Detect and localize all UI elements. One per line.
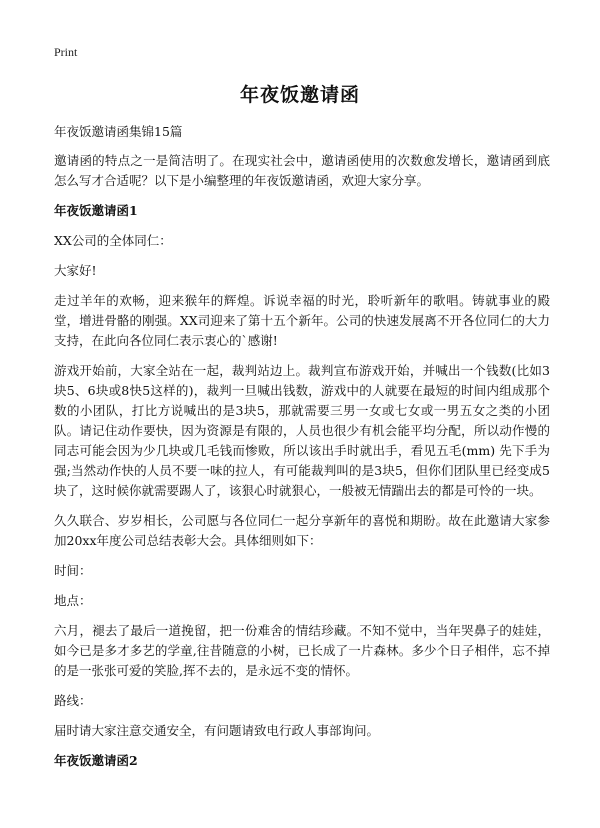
location-label: 地点：	[54, 593, 92, 608]
body-paragraph: 走过羊年的欢畅，迎来猴年的辉煌。诉说幸福的时光，聆听新年的歌唱。铸就事业的殿堂，增进骨骼的刚强。XX司迎来了第十五个新年。公司的快速发展离不开各位同仁的大力支持，在此向各位同仁表示衷心的`感谢!	[54, 293, 550, 348]
body-paragraph: 游戏开始前，大家全站在一起，裁判站边上。裁判宣布游戏开始，并喊出一个钱数(比如3块5、6块或8快5这样的)，裁判一旦喊出钱数，游戏中的人就要在最短的时间内组成那个数的小团队，打比方说喊出的是3块5，那就需要三男一女或七女或一男五女之类的小团队。请记住动作要快，因为资源是有限的，人员也很少有机会能平均分配，所以动作慢的同志可能会因为少几块或几毛钱而惨败，所以该出手时就出手，看见五毛(mm) 先下手为强;当然动作快的人员不要一味的拉人，有可能裁判叫的是3块5，但你们团队里已经变成5块了，这时候你就需要踢人了，该狠心时就狠心，一般被无情踹出去的都是可怜的一块。	[54, 363, 550, 498]
body-paragraph: 久久联合、岁岁相长，公司愿与各位同仁一起分享新年的喜悦和期盼。故在此邀请大家参加20xx年度公司总结表彰大会。具体细则如下：	[54, 513, 550, 548]
page-title: 年夜饭邀请函	[239, 84, 360, 106]
document-subtitle: 年夜饭邀请函集锦15篇	[54, 124, 183, 139]
salutation-paragraph: XX公司的全体同仁：	[54, 233, 172, 248]
print-link[interactable]: Print	[54, 45, 78, 59]
body-paragraph: 六月，褪去了最后一道挽留，把一份难舍的情结珍藏。不知不觉中，当年哭鼻子的娃娃，如今已是多才多艺的学童,往昔随意的小树，已长成了一片森林。多少个日子相伴，忘不掉的是一张张可爱的笑脸,挥不去的，是永远不变的情怀。	[54, 623, 550, 678]
route-label: 路线：	[54, 693, 92, 708]
intro-paragraph: 邀请函的特点之一是简洁明了。在现实社会中，邀请函使用的次数愈发增长，邀请函到底怎么写才合适呢？以下是小编整理的年夜饭邀请函，欢迎大家分享。	[54, 153, 550, 188]
closing-paragraph: 届时请大家注意交通安全，有问题请致电行政人事部询问。	[54, 723, 380, 738]
document-body	[54, 122, 550, 781]
greeting-paragraph: 大家好!	[54, 263, 97, 278]
time-label: 时间：	[54, 563, 92, 578]
section-heading-2: 年夜饭邀请函2	[54, 753, 138, 768]
section-heading-1: 年夜饭邀请函1	[54, 203, 138, 218]
